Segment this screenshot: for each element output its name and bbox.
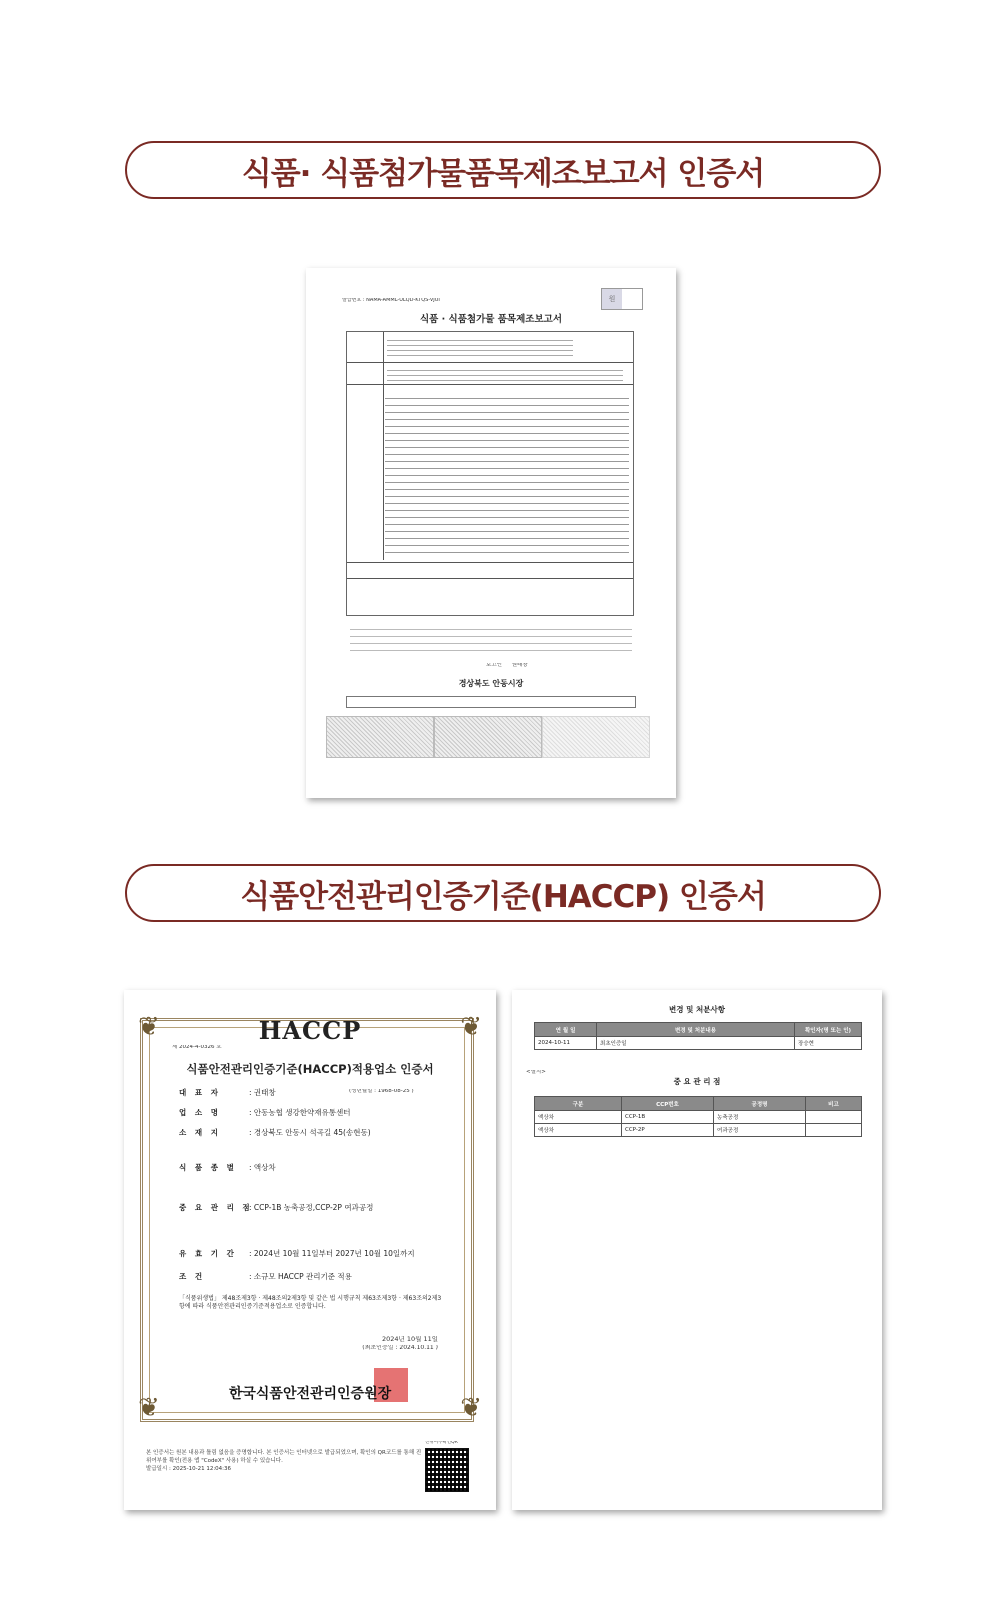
report-document <box>306 268 676 798</box>
cert-row-address: 소 재 지 : 경상북도 안동시 석곡길 45(송현동) <box>179 1128 371 1137</box>
cert-row-food-type: 식 품 종 별 : 액상차 <box>179 1163 276 1172</box>
cert-date: 2024년 10월 11일 <box>381 1336 438 1343</box>
certificate-frame <box>140 1018 474 1422</box>
changes-page <box>512 990 882 1510</box>
haccp-certificate <box>124 990 496 1510</box>
ornament-corner-icon: ❦ <box>138 1393 160 1423</box>
report-form-table <box>346 331 634 616</box>
ornament-corner-icon: ❦ <box>460 1012 482 1042</box>
table-row: 2024-10-11 최초인증일 장승현 <box>535 1037 862 1050</box>
cert-row-ccp: 중 요 관 리 점 : CCP-1B 농축공정,CCP-2P 여과공정 <box>179 1203 374 1212</box>
table-row: 액상차 CCP-1B 농축공정 <box>535 1111 862 1124</box>
ornament-corner-icon: ❦ <box>138 1012 160 1042</box>
cert-row-representative: 대 표 자 : 권태창 <box>179 1088 276 1097</box>
ccp-title: 중 요 관 리 점 <box>673 1077 721 1086</box>
reporter-label: 보고인 <box>486 663 502 668</box>
report-doc-number: 발급번호 : NAMA-AMML-ULQD-KTQS-VJUI <box>342 298 440 303</box>
cert-row-business: 업 소 명 : 안동농협 생강한약재유통센터 <box>179 1108 351 1117</box>
cert-footer: 본 인증서는 원본 내용과 틀림 없음을 증명합니다. 본 인증서는 인터넷으로 발급되었으며, 확인의 QR코드를 통해 진위여부를 확인(전용 앱 "CodeX" 사용) 하실 수 있습니다. 발급일시 : 2025-10-21 12:04:36 <box>146 1450 422 1472</box>
haccp-logo: HACCP <box>258 1016 362 1045</box>
qr-code-icon <box>425 1448 469 1492</box>
haccp-section-title: 식품안전관리인증기준(HACCP) 인증서 <box>125 864 881 922</box>
cert-issuer: 한국식품안전관리인증원장 <box>228 1386 392 1402</box>
birth-date: (생년월일 : 1968-08-25 ) <box>349 1089 414 1094</box>
table-row: 액상차 CCP-2P 여과공정 <box>535 1124 862 1137</box>
changes-table: 연 월 일 변경 및 처분내용 확인자(명 또는 인) 2024-10-11 최초인증일 장승현 <box>534 1022 862 1050</box>
qr-label: 진위여부확인QR <box>425 1441 458 1445</box>
cert-first-date: (최초인증일 : 2024.10.11 ) <box>362 1345 438 1351</box>
report-authority: 경상북도 안동시장 <box>458 679 524 688</box>
ornament-corner-icon: ❦ <box>460 1393 482 1423</box>
cert-number: 제 2024-4-0326 호 <box>172 1045 222 1050</box>
appendix-note: <별지> <box>526 1070 546 1075</box>
cert-title: 식품안전관리인증기준(HACCP)적용업소 인증서 <box>186 1062 434 1076</box>
cert-row-condition: 조 건 : 소규모 HACCP 관리기준 적용 <box>179 1272 352 1281</box>
report-doc-title: 식품 · 식품첨가물 품목제조보고서 <box>419 314 562 325</box>
ccp-table: 구분 CCP번호 공정명 비고 액상차 CCP-1B 농축공정 액상차 CCP-2P 여과공정 <box>534 1096 862 1137</box>
cert-row-validity: 유 효 기 간 : 2024년 10월 11일부터 2027년 10월 10일까지 <box>179 1249 415 1258</box>
report-section-title: 식품· 식품첨가물품목제조보고서 인증서 <box>125 141 881 199</box>
reporter-name: 권태창 <box>511 663 528 668</box>
cert-legal-text: 「식품위생법」 제48조제3항 · 제48조의2제3항 및 같은 법 시행규칙 제63조제3항 · 제63조의2제3항에 따라 식품안전관리인증기준적용업소로 인증합니다. <box>179 1295 442 1311</box>
report-stamp: 원 <box>601 288 643 310</box>
changes-title: 변경 및 처분사항 <box>669 1005 725 1014</box>
issue-time: 2025-10-21 12:04:36 <box>172 1465 232 1472</box>
